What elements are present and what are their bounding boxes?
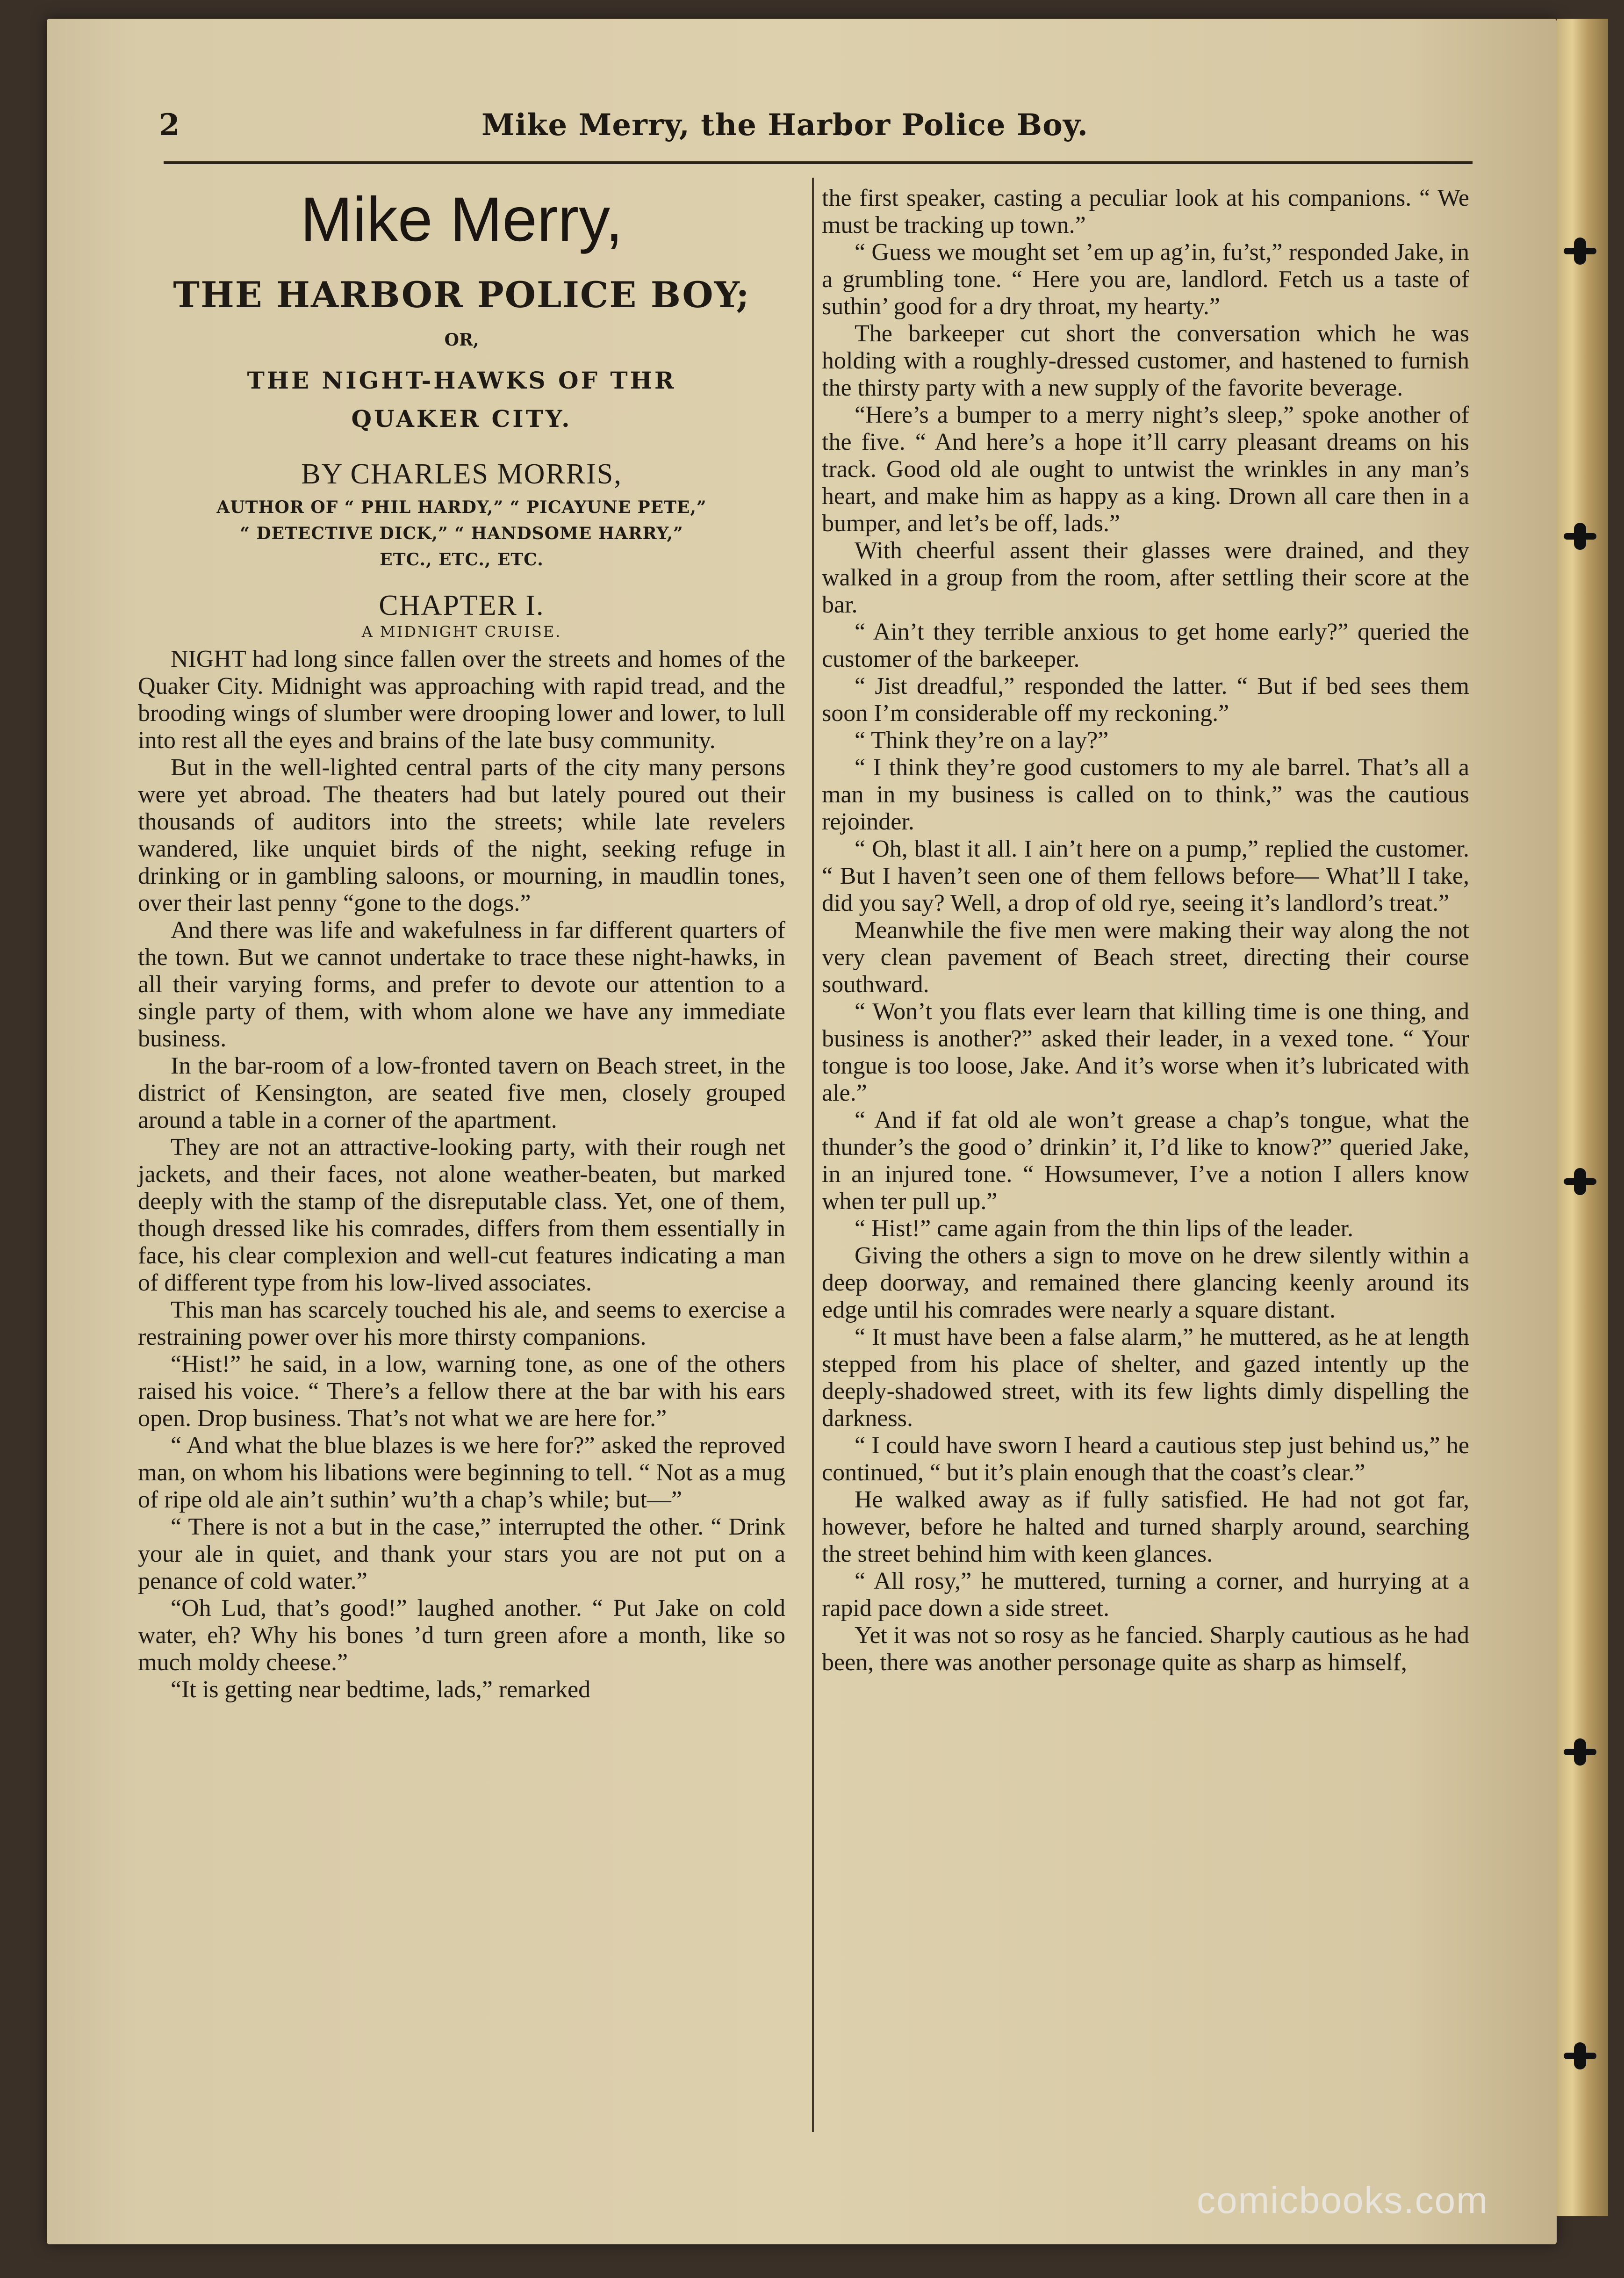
paragraph: But in the well-lighted central parts of the city many persons were yet abroad. The theaters had but lately poured out their thousands of auditors into the streets; while late revelers wandered, like unquiet birds of the night, seeking refuge in drinking or in gambling saloons, or mourning, in maudlin tones, over their last penny “gone to the dogs.” — [138, 754, 785, 916]
paragraph: “ Guess we mought set ’em up ag’in, fu’st,” responded Jake, in a grumbling tone. “ Here you are, landlord. Fetch us a taste of suthin’ good for a dry throat, my hearty.” — [822, 239, 1469, 320]
paragraph: “ Hist!” came again from the thin lips of the leader. — [855, 1215, 1354, 1242]
paragraph: “ Think they’re on a lay?” — [855, 727, 1109, 754]
paragraph: “ There is not a but in the case,” interrupted the other. “ Drink your ale in quiet, and thank your stars you are not put on a penance of cold water.” — [138, 1514, 785, 1594]
running-title: Mike Merry, the Harbor Police Boy. — [481, 108, 1088, 143]
author-credits — [138, 494, 785, 573]
chapter-title: A MIDNIGHT CRUISE. — [361, 623, 562, 641]
title-block — [138, 185, 785, 642]
paragraph: “ And what the blue blazes is we here for?” asked the reproved man, on whom his libations were beginning to tell. “ Not as a mug of ripe old ale ain’t suthin’ wu’th a chap’s while; but—” — [138, 1432, 785, 1513]
paragraph: And there was life and wakefulness in far different quarters of the town. But we cannot undertake to trace these night-hawks, in all their varying forms, and prefer to devote our attention to a single party of them, with whom alone we have any immediate business. — [138, 917, 785, 1052]
watermark: comicbooks.com — [1197, 2179, 1488, 2221]
column-divider — [812, 178, 814, 2132]
binding-stitch — [1564, 2053, 1596, 2059]
byline: BY CHARLES MORRIS, — [301, 458, 622, 490]
author-credits-line-3: ETC., ETC., ETC. — [380, 550, 544, 570]
paragraph: This man has scarcely touched his ale, and seems to exercise a restraining power over his more thirsty companions. — [138, 1297, 785, 1350]
paragraph: The barkeeper cut short the conversation which he was holding with a roughly-dressed customer, and hastened to furnish the thirsty party with a new supply of the favorite beverage. — [822, 320, 1469, 401]
paragraph: NIGHT had long since fallen over the streets and homes of the Quaker City. Midnight was approaching with rapid tread, and the brooding wings of slumber were drooping lower and lower, to lull into rest all the eyes and brains of the late busy community. — [138, 646, 785, 754]
paragraph: “ It must have been a false alarm,” he muttered, as he at length stepped from his place of shelter, and gazed intently up the deeply-shadowed street, with its few lights dimly dispelling the darkness. — [822, 1324, 1469, 1432]
paragraph: “ Oh, blast it all. I ain’t here on a pump,” replied the customer. “ But I haven’t seen one of them fellows before— What’ll I take, did you say? Well, a drop of old rye, seeing it’s landlord’s treat.” — [822, 836, 1469, 916]
story-title: Mike Merry, — [300, 185, 623, 254]
binding-stitch — [1564, 248, 1596, 254]
paragraph: “ I could have sworn I heard a cautious step just behind us,” he continued, “ but it’s plain enough that the coast’s clear.” — [822, 1432, 1469, 1486]
header-rule — [164, 161, 1473, 164]
paragraph: Giving the others a sign to move on he drew silently within a deep doorway, and remained there glancing keenly around its edge until his comrades were nearly a square distant. — [822, 1242, 1469, 1323]
chapter-heading: CHAPTER I. — [379, 590, 545, 621]
paragraph: With cheerful assent their glasses were drained, and they walked in a group from the room, after settling their score at the bar. — [822, 537, 1469, 618]
binding-spine — [1557, 19, 1608, 2216]
paragraph: “Hist!” he said, in a low, warning tone, as one of the others raised his voice. “ There’s a fellow there at the bar with his ears open. Drop business. That’s not what we are here for.” — [138, 1351, 785, 1432]
binding-stitch — [1564, 533, 1596, 540]
page-header — [159, 108, 1487, 159]
alternate-title-line-2: QUAKER CITY. — [351, 405, 572, 433]
alternate-title — [138, 361, 785, 438]
paragraph: “Here’s a bumper to a merry night’s sleep,” spoke another of the five. “ And here’s a hope it’ll carry pleasant dreams on his track. Good old ale ought to untwist the wrinkles in any man’s heart, and make him as happy as a king. Drown all care then in a bumper, and let’s be off, lads.” — [822, 402, 1469, 537]
story-subtitle: THE HARBOR POLICE BOY; — [173, 274, 750, 316]
paragraph: Meanwhile the five men were making their way along the not very clean pavement of Beach street, directing their course southward. — [822, 917, 1469, 998]
paragraph: In the bar-room of a low-fronted tavern on Beach street, in the district of Kensington, are seated five men, closely grouped around a table in a corner of the apartment. — [138, 1052, 785, 1133]
left-column — [138, 185, 785, 1703]
paragraph: “Oh Lud, that’s good!” laughed another. “ Put Jake on cold water, eh? Why his bones ’d turn green afore a month, like so much moldy cheese.” — [138, 1595, 785, 1676]
binding-stitch — [1564, 1178, 1596, 1185]
author-credits-line-1: AUTHOR OF “ PHIL HARDY,” “ PICAYUNE PETE,” — [216, 497, 707, 517]
paragraph: “It is getting near bedtime, lads,” remarked — [171, 1676, 591, 1703]
paragraph: “ Jist dreadful,” responded the latter. “ But if bed sees them soon I’m considerable off my reckoning.” — [822, 673, 1469, 727]
alternate-title-line-1: THE NIGHT-HAWKS OF THR — [247, 367, 676, 394]
binding-stitch — [1564, 1749, 1596, 1755]
right-column — [822, 185, 1469, 1676]
or-line: OR, — [444, 330, 479, 350]
paragraph: “ All rosy,” he muttered, turning a corner, and hurrying at a rapid pace down a side street. — [822, 1568, 1469, 1622]
paragraph: “ I think they’re good customers to my ale barrel. That’s all a man in my business is called on to think,” was the cautious rejoinder. — [822, 754, 1469, 835]
paragraph: He walked away as if fully satisfied. He had not got far, however, before he halted and turned sharply around, searching the street behind him with keen glances. — [822, 1486, 1469, 1567]
paragraph: “ And if fat old ale won’t grease a chap’s tongue, what the thunder’s the good o’ drinkin’ it, I’d like to know?” queried Jake, in an injured tone. “ Howsumever, I’ve a notion I allers know when ter pull up.” — [822, 1107, 1469, 1215]
paragraph: the first speaker, casting a peculiar look at his companions. “ We must be tracking up town.” — [822, 185, 1469, 238]
paragraph: “ Won’t you flats ever learn that killing time is one thing, and business is another?” asked their leader, in a vexed tone. “ Your tongue is too loose, Jake. And it’s worse when it’s lubricated with ale.” — [822, 998, 1469, 1106]
page-number: 2 — [159, 108, 180, 143]
paragraph: “ Ain’t they terrible anxious to get home early?” queried the customer of the barkeeper. — [822, 619, 1469, 672]
paragraph: Yet it was not so rosy as he fancied. Sharply cautious as he had been, there was another personage quite as sharp as himself, — [822, 1622, 1469, 1676]
paragraph: They are not an attractive-looking party, with their rough net jackets, and their faces, not alone weather-beaten, but marked deeply with the stamp of the disreputable class. Yet, one of them, though dressed like his comrades, differs from them essentially in face, his clear complexion and well-cut features indicating a man of different type from his low-lived associates. — [138, 1134, 785, 1296]
author-credits-line-2: “ DETECTIVE DICK,” “ HANDSOME HARRY,” — [240, 524, 683, 543]
